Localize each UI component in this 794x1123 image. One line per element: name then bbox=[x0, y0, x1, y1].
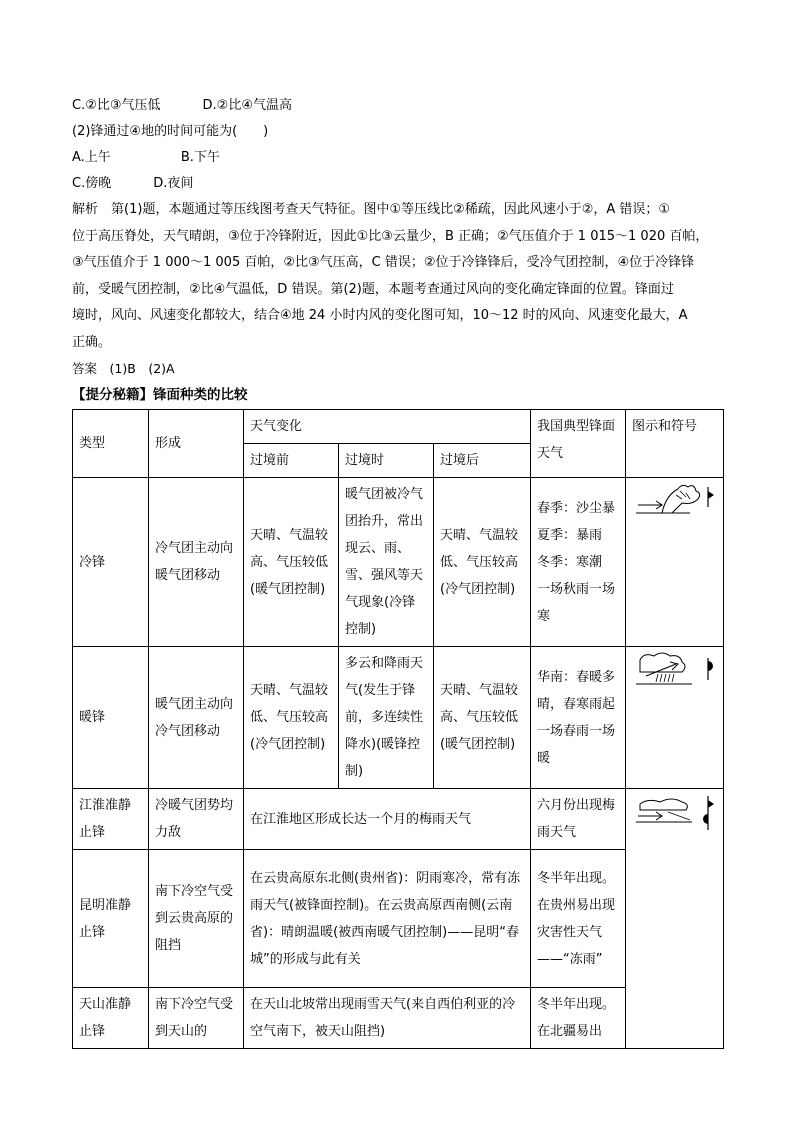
cell-before: 天晴、气温较低、气压较高(冷气团控制) bbox=[244, 647, 339, 789]
options-ab-q2 bbox=[72, 145, 722, 171]
header-during: 过境时 bbox=[339, 444, 434, 478]
table-row-warm-front bbox=[73, 647, 724, 789]
section-heading: 【提分秘籍】锋面种类的比较 bbox=[72, 387, 248, 403]
cold-front-diagram-icon bbox=[632, 481, 718, 521]
analysis-line: ③气压值介于 1 000～1 005 百帕，②比③气压高，C 错误；②位于冷锋锋后，受冷气团控制，④位于冷锋锋 bbox=[72, 255, 695, 270]
cell-symbol bbox=[626, 647, 724, 789]
option-d: D.夜间 bbox=[153, 176, 194, 191]
option-a: A.上午 bbox=[72, 150, 111, 165]
cell-typical: 冬半年出现。在贵州易出现灾害性天气——“冻雨” bbox=[531, 850, 626, 988]
cell-formation: 南下冷空气受到天山的 bbox=[149, 988, 244, 1049]
cell-formation: 冷暖气团势均力敌 bbox=[149, 789, 244, 850]
question-2: (2)锋通过④地的时间可能为( ) bbox=[72, 124, 269, 139]
header-before: 过境前 bbox=[244, 444, 339, 478]
cell-typical: 六月份出现梅雨天气 bbox=[531, 789, 626, 850]
answer-line bbox=[72, 356, 722, 382]
header-formation: 形成 bbox=[149, 410, 244, 478]
analysis-line: 解析 第(1)题，本题通过等压线图考查天气特征。图中①等压线比②稀疏，因此风速小于②，A 错误；① bbox=[72, 202, 671, 217]
cell-before: 天晴、气温较高、气压较低(暖气团控制) bbox=[244, 478, 339, 647]
header-diagram-symbol: 图示和符号 bbox=[626, 410, 724, 478]
header-after: 过境后 bbox=[434, 444, 531, 478]
cell-type: 昆明准静止锋 bbox=[73, 850, 149, 988]
cell-during: 暖气团被冷气团抬升，常出现云、雨、雪、强风等天气现象(冷锋控制) bbox=[339, 478, 434, 647]
analysis-line: 位于高压脊处，天气晴朗，③位于冷锋附近，因此①比③云量少，B 正确；②气压值介于 1 015～1 020 百帕， bbox=[72, 228, 709, 244]
answer-label: 答案 bbox=[72, 361, 98, 376]
option-b: B.下午 bbox=[180, 150, 220, 165]
table-row-cold-front bbox=[73, 478, 724, 647]
analysis-paragraph bbox=[72, 197, 722, 356]
cell-typical: 华南：春暖多晴，春寒雨起一场春雨一场暖 bbox=[531, 647, 626, 789]
cell-during: 多云和降雨天气(发生于锋前，多连续性降水)(暖锋控制) bbox=[339, 647, 434, 789]
cell-weather: 在云贵高原东北侧(贵州省)：阴雨寒冷，常有冻雨天气(被锋面控制)。在云贵高原西南侧(云南省)：晴朗温暖(被西南暖气团控制)——昆明“春城”的形成与此有关 bbox=[244, 850, 531, 988]
front-comparison-table bbox=[72, 409, 724, 1049]
cell-typical: 春季：沙尘暴 夏季：暴雨 冬季：寒潮 一场秋雨一场寒 bbox=[531, 478, 626, 647]
cell-symbol bbox=[626, 478, 724, 647]
cell-after: 天晴、气温较高、气压较低(暖气团控制) bbox=[434, 647, 531, 789]
cell-formation: 暖气团主动向冷气团移动 bbox=[149, 647, 244, 789]
cell-weather: 在江淮地区形成长达一个月的梅雨天气 bbox=[244, 789, 531, 850]
cell-formation: 南下冷空气受到云贵高原的阻挡 bbox=[149, 850, 244, 988]
cell-formation: 冷气团主动向暖气团移动 bbox=[149, 478, 244, 647]
header-weather-change: 天气变化 bbox=[244, 410, 531, 444]
header-type: 类型 bbox=[73, 410, 149, 478]
options-cd-q2 bbox=[72, 171, 722, 197]
answer-value: (1)B (2)A bbox=[109, 361, 175, 376]
option-c: C.②比③气压低 bbox=[72, 98, 161, 113]
options-cd-q1 bbox=[72, 93, 722, 119]
cell-symbol bbox=[626, 789, 724, 1049]
cell-type: 天山准静止锋 bbox=[73, 988, 149, 1049]
option-c: C.傍晚 bbox=[72, 176, 112, 191]
table-row-jianghuai-front bbox=[73, 789, 724, 850]
analysis-line: 正确。 bbox=[72, 334, 112, 350]
analysis-line: 前，受暖气团控制，②比④气温低，D 错误。第(2)题，本题考查通过风向的变化确定锋面的位置。锋面过 bbox=[72, 281, 674, 297]
warm-front-diagram-icon bbox=[632, 650, 718, 694]
cell-typical: 冬半年出现。在北疆易出 bbox=[531, 988, 626, 1049]
cell-type: 冷锋 bbox=[73, 478, 149, 647]
analysis-line: 境时，风向、风速变化都较大，结合④地 24 小时内风的变化图可知，10～12 时的风向、风速变化最大，A bbox=[72, 308, 688, 323]
option-d: D.②比④气温高 bbox=[202, 98, 292, 113]
cell-type: 暖锋 bbox=[73, 647, 149, 789]
stationary-front-diagram-icon bbox=[632, 792, 718, 832]
cell-after: 天晴、气温较低、气压较高(冷气团控制) bbox=[434, 478, 531, 647]
cell-weather: 在天山北坡常出现雨雪天气(来自西伯利亚的冷空气南下，被天山阻挡) bbox=[244, 988, 531, 1049]
cell-type: 江淮准静止锋 bbox=[73, 789, 149, 850]
document-body bbox=[72, 93, 722, 408]
header-typical-weather: 我国典型锋面天气 bbox=[531, 410, 626, 478]
analysis-label: 解析 bbox=[72, 202, 99, 217]
